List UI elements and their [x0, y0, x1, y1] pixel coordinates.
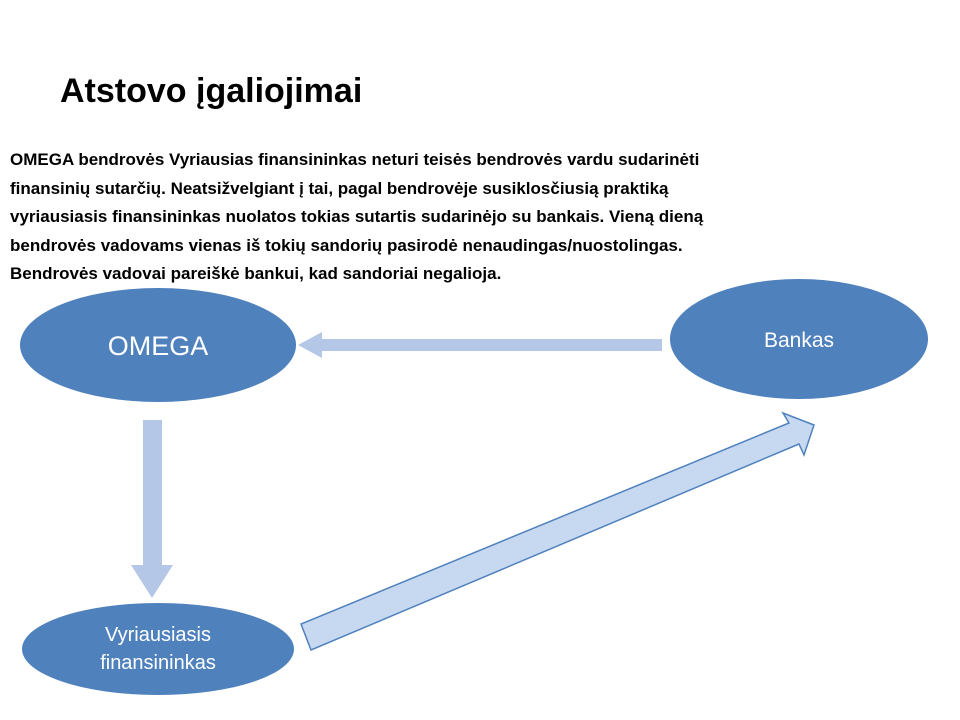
node-cfo	[22, 603, 294, 695]
case-description-line: OMEGA bendrovės Vyriausias finansininkas neturi teisės bendrovės vardu sudarinėti	[10, 150, 700, 169]
node-omega	[20, 288, 296, 402]
case-description-line: bendrovės vadovams vienas iš tokių sandorių pasirodė nenaudingas/nuostolingas.	[10, 235, 683, 255]
arrow-omega-to-cfo	[131, 420, 173, 598]
arrow-bankas-to-omega	[298, 332, 662, 358]
slide-title: Atstovo įgaliojimai	[60, 72, 363, 110]
node-omega-label: OMEGA	[107, 331, 209, 361]
node-cfo-label-line2: finansininkas	[100, 652, 216, 674]
node-cfo-shape	[22, 603, 294, 695]
case-description-line: finansinių sutarčių. Neatsižvelgiant į tai, pagal bendrovėje susiklosčiusią praktiką	[10, 178, 669, 198]
case-description-line: Bendrovės vadovai pareiškė bankui, kad sandoriai negalioja.	[10, 264, 502, 283]
case-description-line: vyriausiasis finansininkas nuolatos tokias sutartis sudarinėjo su bankais. Vieną dieną	[10, 207, 704, 226]
node-bankas-label: Bankas	[763, 329, 835, 352]
node-bankas	[670, 279, 928, 399]
arrow-cfo-to-bankas	[301, 413, 814, 650]
node-cfo-label-line1: Vyriausiasis	[105, 624, 211, 646]
